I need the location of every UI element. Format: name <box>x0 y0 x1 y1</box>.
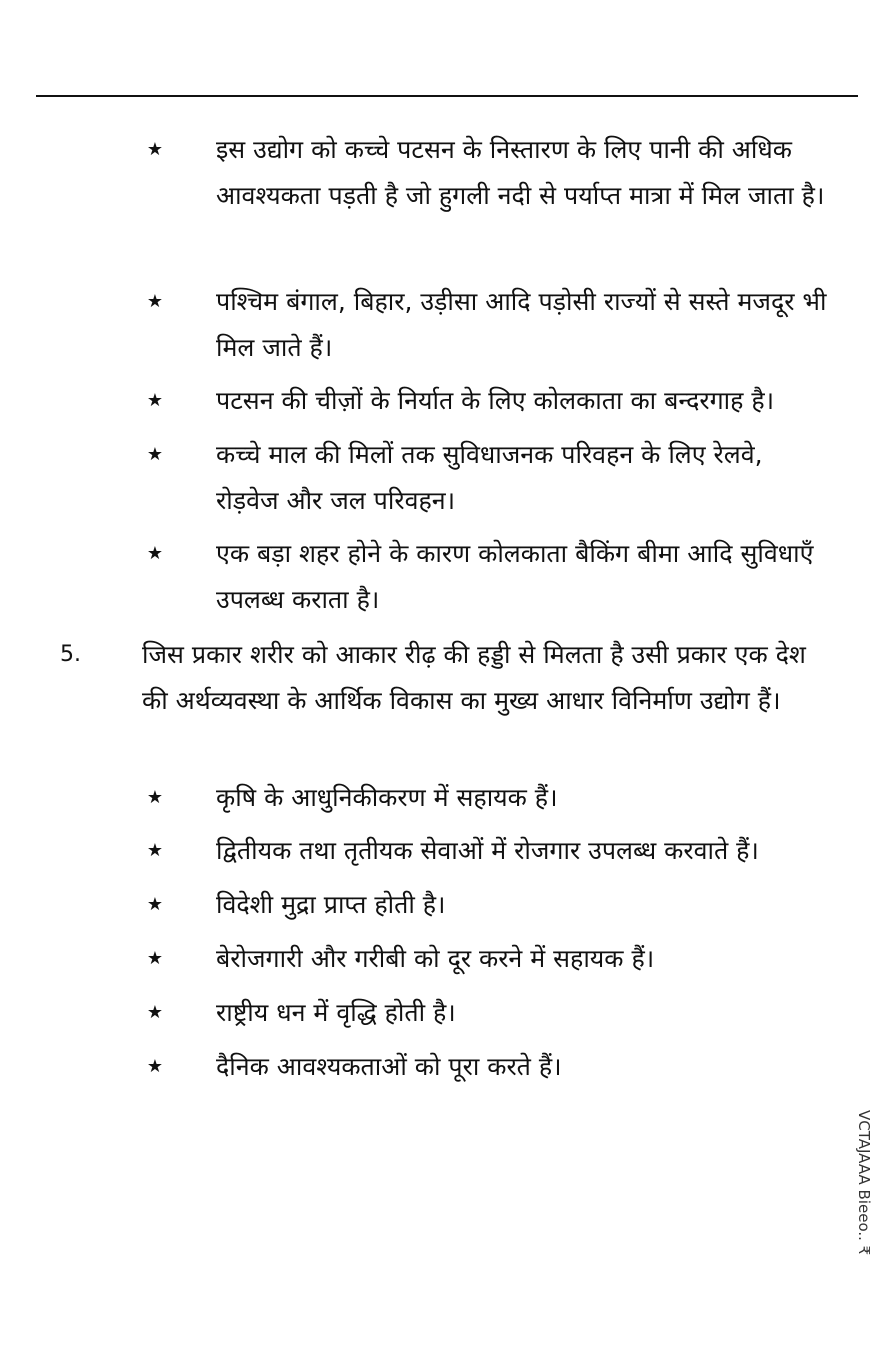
bullet-item: इस उद्योग को कच्चे पटसन के निस्तारण के लिए पानी की अधिक आवश्यकता पड़ती है जो हुगली नदी से पर्याप्त मात्रा में मिल जाता है। <box>216 135 825 210</box>
bullet-star-icon: ★ <box>146 291 164 312</box>
bullet-star-icon: ★ <box>146 390 164 411</box>
bullet-star-icon: ★ <box>146 139 164 160</box>
margin-note <box>843 1110 883 1300</box>
bullet-item: बेरोजगारी और गरीबी को दूर करने में सहायक हैं। <box>216 944 655 973</box>
bullet-star-icon: ★ <box>146 948 164 969</box>
bullet-star-icon: ★ <box>146 894 164 915</box>
question-number: 5. <box>60 642 81 667</box>
top-rule <box>36 95 858 97</box>
bullet-star-icon: ★ <box>146 1056 164 1077</box>
bullet-item: दैनिक आवश्यकताओं को पूरा करते हैं। <box>216 1052 562 1081</box>
bullet-star-icon: ★ <box>146 1002 164 1023</box>
bullet-item: विदेशी मुद्रा प्राप्त होती है। <box>216 890 446 919</box>
bullet-item: कृषि के आधुनिकीकरण में सहायक हैं। <box>216 783 558 812</box>
bullet-item: द्वितीयक तथा तृतीयक सेवाओं में रोजगार उपलब्ध करवाते हैं। <box>216 836 759 865</box>
margin-note-text: VCTAJAAA Bieeo.. ₹ <box>855 1110 873 1256</box>
question-text: जिस प्रकार शरीर को आकार रीढ़ की हड्डी से मिलता है उसी प्रकार एक देश की अर्थव्यवस्था के आर्थिक विकास का मुख्य आधार विनिर्माण उद्योग हैं। <box>142 640 806 715</box>
bullet-item: एक बड़ा शहर होने के कारण कोलकाता बैकिंग बीमा आदि सुविधाएँ उपलब्ध कराता है। <box>216 539 814 614</box>
bullet-star-icon: ★ <box>146 543 164 564</box>
bullet-item: राष्ट्रीय धन में वृद्धि होती है। <box>216 998 456 1027</box>
bullet-item: पटसन की चीज़ों के निर्यात के लिए कोलकाता का बन्दरगाह है। <box>216 386 775 415</box>
bullet-star-icon: ★ <box>146 444 164 465</box>
bullet-star-icon: ★ <box>146 840 164 861</box>
bullet-item: कच्चे माल की मिलों तक सुविधाजनक परिवहन के लिए रेलवे, रोड़वेज और जल परिवहन। <box>216 440 763 515</box>
bullet-star-icon: ★ <box>146 787 164 808</box>
bullet-item: पश्चिम बंगाल, बिहार, उड़ीसा आदि पड़ोसी राज्यों से सस्ते मजदूर भी मिल जाते हैं। <box>216 287 827 362</box>
